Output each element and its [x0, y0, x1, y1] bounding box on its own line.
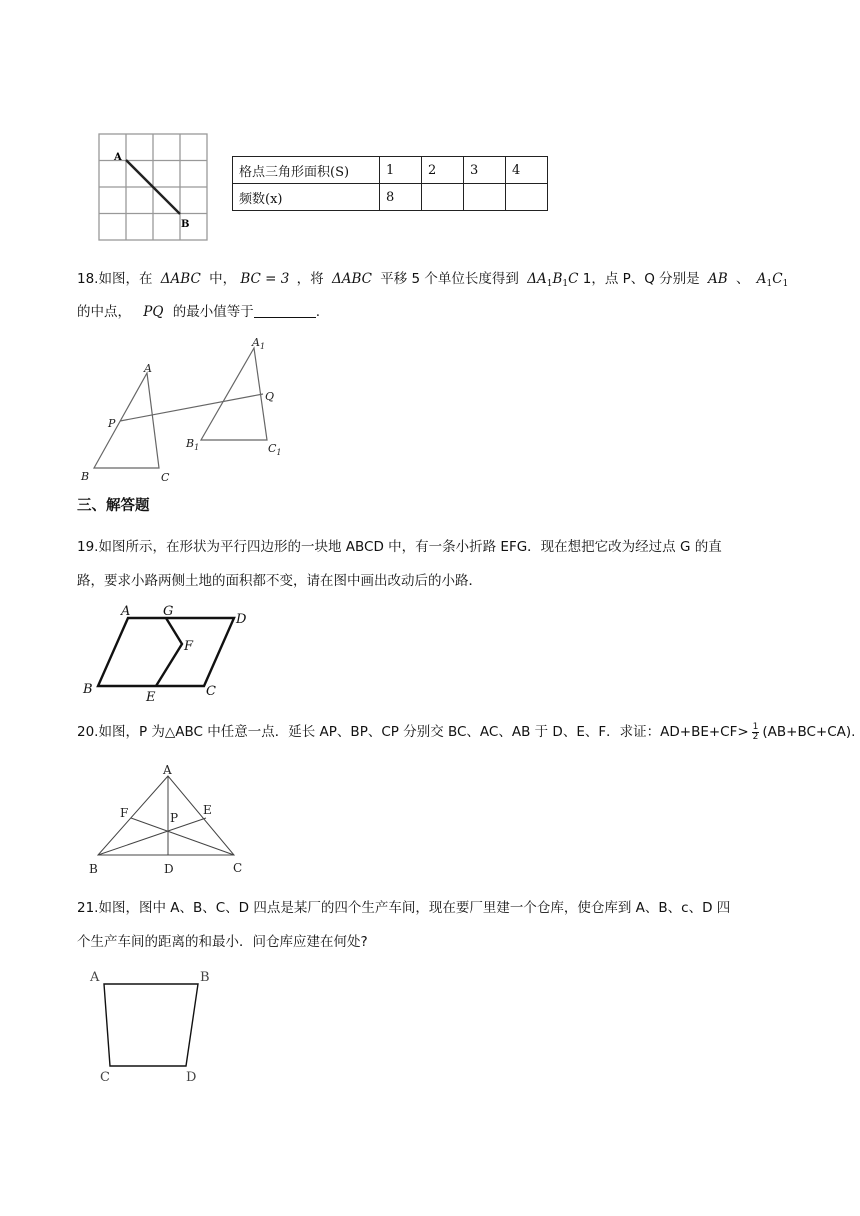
- question-21-line-1: 21.如图，图中 A、B、C、D 四点是某厂的四个生产车间，现在要厂里建一个仓库，使仓库到 A、B、c、D 四: [77, 900, 731, 916]
- table-cell: 3: [464, 157, 506, 184]
- figure-18-translation: [76, 330, 298, 486]
- table-header-area: 格点三角形面积(S): [233, 157, 380, 184]
- label-b: B: [81, 470, 90, 483]
- table-cell: 8: [380, 184, 422, 211]
- table-cell: 4: [506, 157, 548, 184]
- table-cell: 2: [422, 157, 464, 184]
- table-row: [233, 157, 548, 184]
- grid-figure: [92, 128, 214, 248]
- label-d: D: [164, 862, 174, 876]
- question-19-line-2: 路，要求小路两侧土地的面积都不变，请在图中画出改动后的小路．: [77, 573, 482, 589]
- answer-blank: [254, 303, 316, 318]
- label-f: F: [120, 806, 129, 820]
- question-18-line-1: 18.如图，在 ΔABC 中， BC = 3 ，将 ΔABC 平移 5 个单位长度得到 $\Delta A_1B_1C$ 1，点 P、Q 分别是 AB 、 $A_1C_1$: [77, 271, 789, 289]
- question-20: 20.如图，P 为△ABC 中任意一点．延长 AP、BP、CP 分别交 BC、AC、AB 于 D、E、F．求证：AD+BE+CF> $\frac{1}{2}$ (AB+BC+CA).: [77, 721, 856, 742]
- label-a: A: [121, 604, 131, 619]
- label-b: B: [83, 682, 93, 697]
- table-cell: 1: [380, 157, 422, 184]
- figure-20-triangle: [86, 762, 246, 880]
- question-21-line-2: 个生产车间的距离的和最小．问仓库应建在何处?: [77, 934, 368, 950]
- label-d: D: [186, 1070, 197, 1085]
- label-b: B: [181, 219, 190, 230]
- label-b: B: [200, 970, 210, 985]
- section-heading: 三、解答题: [77, 498, 150, 514]
- label-a: A: [114, 152, 122, 163]
- label-f: F: [184, 639, 194, 654]
- segment-a1c1: $A_1C_1$: [756, 271, 789, 289]
- figure-21-quadrilateral: [86, 964, 216, 1088]
- area-frequency-table: [232, 156, 548, 211]
- table-cell: [464, 184, 506, 211]
- label-c: C: [233, 861, 243, 875]
- fraction-one-half: $\frac{1}{2}$: [752, 721, 759, 742]
- label-a: A: [144, 362, 152, 375]
- question-19-line-1: 19.如图所示，在形状为平行四边形的一块地 ABCD 中，有一条小折路 EFG．现在想把它改为经过点 G 的直: [77, 539, 722, 555]
- table-header-frequency: 频数(x): [233, 184, 380, 211]
- triangle-a1b1c: $\Delta A_1B_1C$: [527, 271, 579, 289]
- label-p: P: [170, 811, 179, 825]
- label-p: P: [108, 417, 116, 430]
- label-b: B: [89, 862, 98, 876]
- label-d: D: [236, 612, 247, 627]
- label-b1: $B_1$: [186, 437, 200, 452]
- figure-19-parallelogram: [78, 600, 260, 706]
- label-c: C: [161, 471, 170, 484]
- label-c: C: [206, 684, 216, 699]
- label-a: A: [90, 970, 100, 985]
- label-a: A: [163, 763, 172, 777]
- label-c: C: [100, 1070, 110, 1085]
- table-cell: [422, 184, 464, 211]
- table-cell: [506, 184, 548, 211]
- question-18-line-2: 的中点， PQ 的最小值等于 .: [77, 304, 321, 320]
- label-c1: $C_1$: [268, 442, 282, 457]
- label-g: G: [163, 604, 174, 619]
- label-q: Q: [265, 390, 275, 403]
- table-row: [233, 184, 548, 211]
- label-e: E: [203, 803, 212, 817]
- label-a1: $A_1$: [252, 336, 266, 351]
- label-e: E: [146, 690, 156, 705]
